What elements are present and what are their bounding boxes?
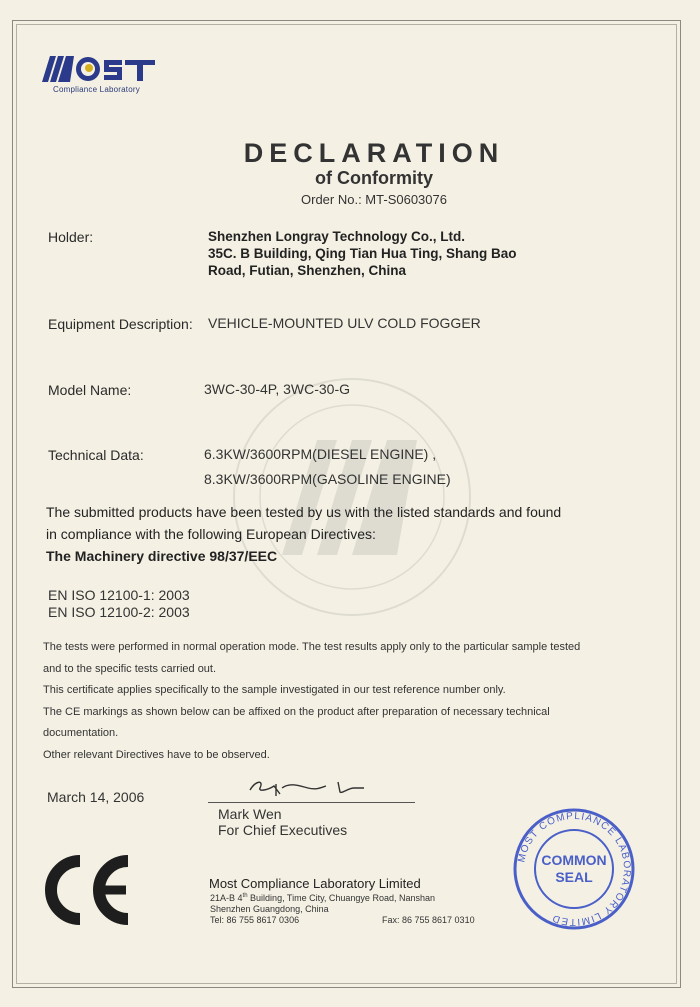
statement-line: The submitted products have been tested by us with the listed standards and found bbox=[46, 504, 562, 520]
holder-line: 35C. B Building, Qing Tian Hua Ting, Shang Bao bbox=[208, 246, 517, 261]
standard-item: EN ISO 12100-2: 2003 bbox=[48, 604, 190, 620]
date: March 14, 2006 bbox=[47, 789, 145, 805]
signature-line bbox=[208, 802, 415, 803]
lab-address-line2: Shenzhen Guangdong, China bbox=[210, 904, 329, 914]
note-line: This certificate applies specifically to the sample investigated in our test reference number only. bbox=[43, 684, 506, 696]
holder-line: Road, Futian, Shenzhen, China bbox=[208, 263, 407, 278]
technical-label: Technical Data: bbox=[48, 447, 144, 463]
note-line: Other relevant Directives have to be observed. bbox=[43, 749, 270, 761]
technical-line: 6.3KW/3600RPM(DIESEL ENGINE) , bbox=[204, 446, 437, 462]
holder-line: Shenzhen Longray Technology Co., Ltd. bbox=[208, 229, 466, 244]
page-title: DECLARATION bbox=[243, 138, 505, 168]
model-value: 3WC-30-4P, 3WC-30-G bbox=[204, 381, 351, 397]
lab-fax: Fax: 86 755 8617 0310 bbox=[382, 915, 475, 925]
holder-label: Holder: bbox=[48, 229, 94, 245]
directive-name: The Machinery directive 98/37/EEC bbox=[46, 548, 278, 564]
signatory-name: Mark Wen bbox=[218, 806, 282, 822]
note-line: The CE markings as shown below can be affixed on the product after preparation of necessary technical bbox=[43, 706, 550, 718]
note-line: and to the specific tests carried out. bbox=[43, 663, 217, 675]
ce-mark bbox=[44, 855, 134, 930]
equipment-value: VEHICLE-MOUNTED ULV COLD FOGGER bbox=[208, 315, 481, 331]
lab-tel: Tel: 86 755 8617 0306 bbox=[210, 915, 300, 925]
stamp-ring-text: MOST COMPLIANCE LABORATORY LIMITED bbox=[516, 810, 633, 928]
lab-name: Most Compliance Laboratory Limited bbox=[209, 876, 421, 891]
note-line: The tests were performed in normal operation mode. The test results apply only to the particular sample tested bbox=[43, 641, 581, 653]
signature bbox=[246, 776, 376, 805]
page-subtitle: of Conformity bbox=[315, 168, 433, 188]
model-label: Model Name: bbox=[48, 382, 132, 398]
stamp-center-line: SEAL bbox=[555, 869, 593, 885]
watermark-seal bbox=[222, 365, 482, 630]
stamp-center-line: COMMON bbox=[541, 852, 607, 868]
statement-line: in compliance with the following European Directives: bbox=[46, 526, 376, 542]
note-line: documentation. bbox=[43, 727, 119, 739]
order-number: Order No.: MT-S0603076 bbox=[301, 192, 447, 207]
common-seal-stamp bbox=[510, 808, 638, 935]
standard-item: EN ISO 12100-1: 2003 bbox=[48, 587, 190, 603]
logo-subtitle: Compliance Laboratory bbox=[53, 85, 140, 94]
signatory-title: For Chief Executives bbox=[218, 822, 348, 838]
lab-address-line1: 21A-B 4th Building, Time City, Chuangye Road, Nanshan bbox=[210, 893, 435, 903]
most-logo-mark bbox=[42, 52, 160, 86]
technical-line: 8.3KW/3600RPM(GASOLINE ENGINE) bbox=[204, 471, 451, 487]
equipment-label: Equipment Description: bbox=[48, 316, 193, 332]
